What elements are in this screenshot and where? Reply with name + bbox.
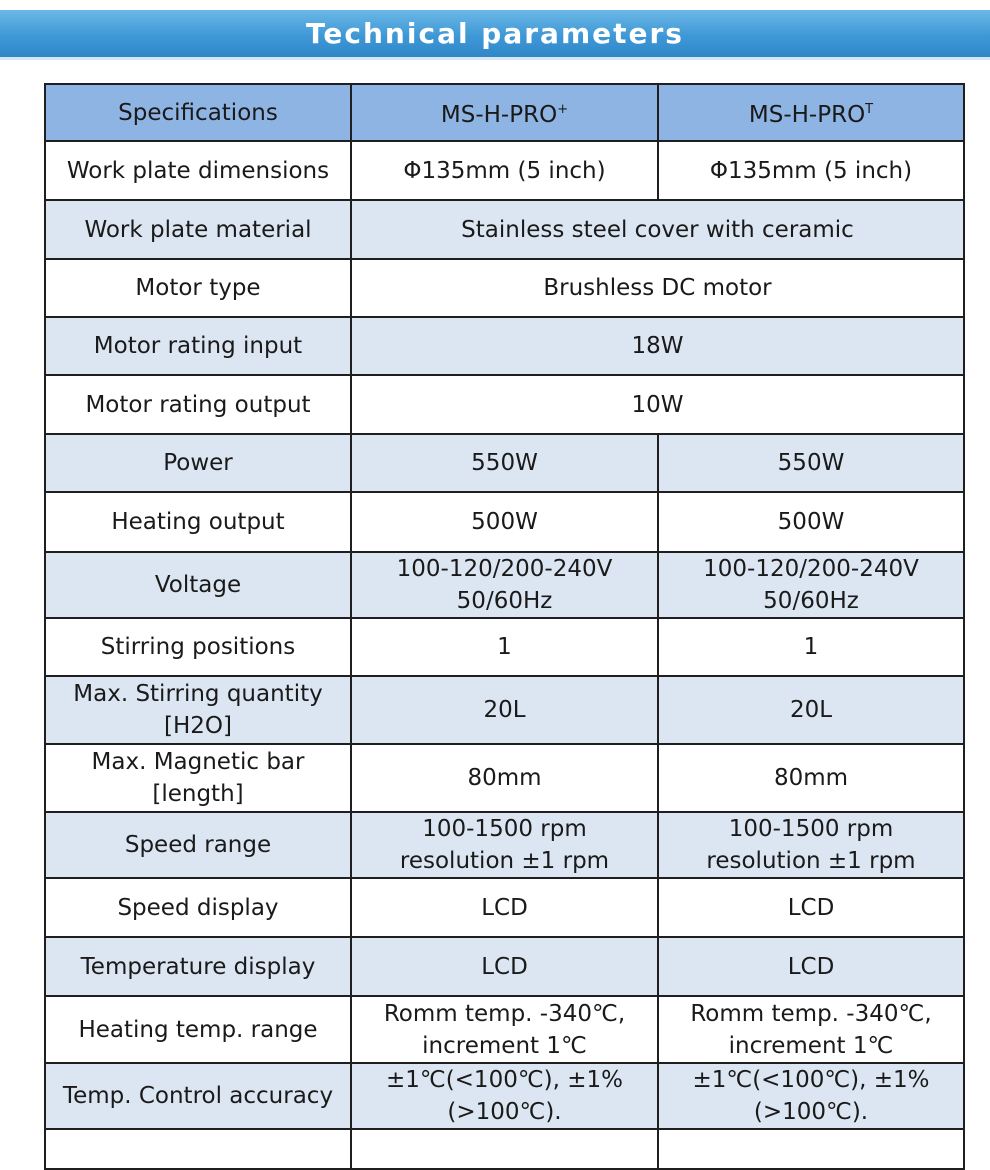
row-label-cell <box>45 552 351 618</box>
row-value-cell-plus <box>351 492 658 552</box>
cell-line: 50/60Hz <box>456 588 553 614</box>
table-row <box>45 937 964 996</box>
table-row <box>45 552 964 618</box>
row-value-cell-plus <box>351 812 658 878</box>
table-header-row <box>45 84 964 141</box>
row-value-cell-t <box>658 434 964 492</box>
cell-line: Stirring positions <box>100 634 296 660</box>
row-value-cell-t <box>658 676 964 744</box>
header-cell-model-t <box>658 84 964 141</box>
row-value-cell-merged <box>351 375 964 434</box>
row-value-cell-plus <box>351 434 658 492</box>
cell-line: 100-1500 rpm <box>422 816 587 842</box>
row-value-cell-merged <box>351 200 964 259</box>
cell-line: LCD <box>481 953 528 980</box>
row-value-cell-t <box>658 492 964 552</box>
table-row <box>45 812 964 878</box>
cell-line: ±1℃(<100℃), ±1% <box>385 1067 624 1093</box>
header-cell-model-plus <box>351 84 658 141</box>
cell-line: Temp. Control accuracy <box>62 1083 334 1109</box>
row-value-cell-plus <box>351 676 658 744</box>
row-label-cell <box>45 259 351 317</box>
cell-line: 80mm <box>467 765 542 791</box>
page-title: Technical parameters <box>306 17 684 50</box>
cell-line: Φ135mm (5 inch) <box>709 157 913 184</box>
row-value-cell-t <box>658 141 964 200</box>
row-value-cell-plus <box>351 996 658 1063</box>
table-row <box>45 744 964 812</box>
row-value-cell-plus <box>351 552 658 618</box>
cell-line: [length] <box>152 781 244 807</box>
cell-line: Romm temp. -340℃, <box>383 1000 626 1027</box>
cell-line: 1 <box>803 634 819 660</box>
cell-line: increment 1℃ <box>422 1032 587 1059</box>
spec-table-body <box>45 84 964 1169</box>
cell-line: Heating temp. range <box>78 1016 318 1043</box>
cell-line: Temperature display <box>80 953 316 980</box>
cell-line: resolution ±1 rpm <box>399 848 610 874</box>
cell-line: Speed range <box>124 832 272 858</box>
row-label-cell <box>45 317 351 375</box>
table-row <box>45 996 964 1063</box>
row-value-cell-t <box>658 1063 964 1129</box>
row-label-cell <box>45 1063 351 1129</box>
header-text: MS-H-PRO <box>748 102 866 128</box>
cell-line: increment 1℃ <box>728 1032 894 1059</box>
row-value-cell-plus <box>351 618 658 676</box>
cell-line: 20L <box>789 697 833 723</box>
table-row <box>45 375 964 434</box>
row-label-cell <box>45 200 351 259</box>
header-superscript: + <box>557 102 569 117</box>
cell-line: Motor rating input <box>93 333 303 359</box>
cell-line: Motor rating output <box>85 391 311 418</box>
header-text: Specifications <box>118 99 278 126</box>
table-row <box>45 878 964 937</box>
row-label-cell <box>45 618 351 676</box>
cell-line: Work plate material <box>84 216 312 243</box>
cell-line: 550W <box>777 450 845 476</box>
cell-line: Speed display <box>117 894 279 921</box>
cell-line: LCD <box>481 894 528 921</box>
row-value-cell-plus <box>351 744 658 812</box>
cell-line: (>100℃). <box>753 1099 869 1125</box>
cell-line: [H2O] <box>164 713 232 739</box>
cell-line: 50/60Hz <box>763 588 859 614</box>
cell-line: 20L <box>483 697 526 723</box>
cell-line: 550W <box>471 450 538 476</box>
cell-line: ±1℃(<100℃), ±1% <box>692 1067 930 1093</box>
cell-line: resolution ±1 rpm <box>706 848 916 874</box>
row-label-cell <box>45 878 351 937</box>
cell-line: 10W <box>631 391 684 418</box>
table-row <box>45 434 964 492</box>
row-label-cell <box>45 492 351 552</box>
row-label-cell <box>45 375 351 434</box>
cell-line: Max. Magnetic bar <box>91 749 305 775</box>
table-row <box>45 141 964 200</box>
cell-line: LCD <box>787 953 835 980</box>
row-label-cell <box>45 744 351 812</box>
row-value-cell-t <box>658 812 964 878</box>
table-row <box>45 1129 964 1169</box>
row-label-cell <box>45 434 351 492</box>
row-value-cell-t <box>658 878 964 937</box>
cell-line: 500W <box>777 509 845 535</box>
row-value-cell-plus <box>351 1129 658 1169</box>
cell-line: Brushless DC motor <box>543 275 772 301</box>
cell-line: (>100℃). <box>447 1099 562 1125</box>
cell-line: 100-1500 rpm <box>728 816 894 842</box>
cell-line: Heating output <box>111 509 285 535</box>
cell-line: 18W <box>631 333 684 359</box>
row-value-cell-plus <box>351 937 658 996</box>
table-row <box>45 618 964 676</box>
table-row <box>45 317 964 375</box>
header-text: MS-H-PRO <box>440 102 558 128</box>
row-label-cell <box>45 1129 351 1169</box>
table-row <box>45 1063 964 1129</box>
row-value-cell-t <box>658 618 964 676</box>
cell-line: 100-120/200-240V <box>703 556 919 582</box>
table-row <box>45 200 964 259</box>
row-label-cell <box>45 937 351 996</box>
cell-line: 1 <box>497 634 512 660</box>
row-label-cell <box>45 141 351 200</box>
cell-line: Power <box>163 450 233 476</box>
table-row <box>45 676 964 744</box>
table-row <box>45 492 964 552</box>
spec-table <box>44 83 965 1170</box>
header-cell-specifications <box>45 84 351 141</box>
row-value-cell-plus <box>351 141 658 200</box>
row-value-cell-t <box>658 937 964 996</box>
title-banner <box>0 10 990 60</box>
cell-line: 100-120/200-240V <box>396 556 613 582</box>
table-row <box>45 259 964 317</box>
cell-line: Motor type <box>135 275 261 301</box>
cell-line: 500W <box>471 509 538 535</box>
row-label-cell <box>45 812 351 878</box>
row-value-cell-t <box>658 744 964 812</box>
row-value-cell-merged <box>351 259 964 317</box>
row-value-cell-t <box>658 1129 964 1169</box>
cell-line: Voltage <box>154 572 242 598</box>
row-value-cell-plus <box>351 1063 658 1129</box>
row-value-cell-t <box>658 996 964 1063</box>
cell-line: Romm temp. -340℃, <box>690 1000 932 1027</box>
row-value-cell-plus <box>351 878 658 937</box>
row-value-cell-t <box>658 552 964 618</box>
row-value-cell-merged <box>351 317 964 375</box>
row-label-cell <box>45 996 351 1063</box>
cell-line: Max. Stirring quantity <box>73 681 323 707</box>
cell-line: Φ135mm (5 inch) <box>403 157 606 184</box>
row-label-cell <box>45 676 351 744</box>
header-superscript: T <box>865 102 874 117</box>
cell-line: Stainless steel cover with ceramic <box>461 216 854 243</box>
cell-line: LCD <box>787 894 835 921</box>
cell-line: 80mm <box>773 765 849 791</box>
cell-line: Work plate dimensions <box>66 157 330 184</box>
